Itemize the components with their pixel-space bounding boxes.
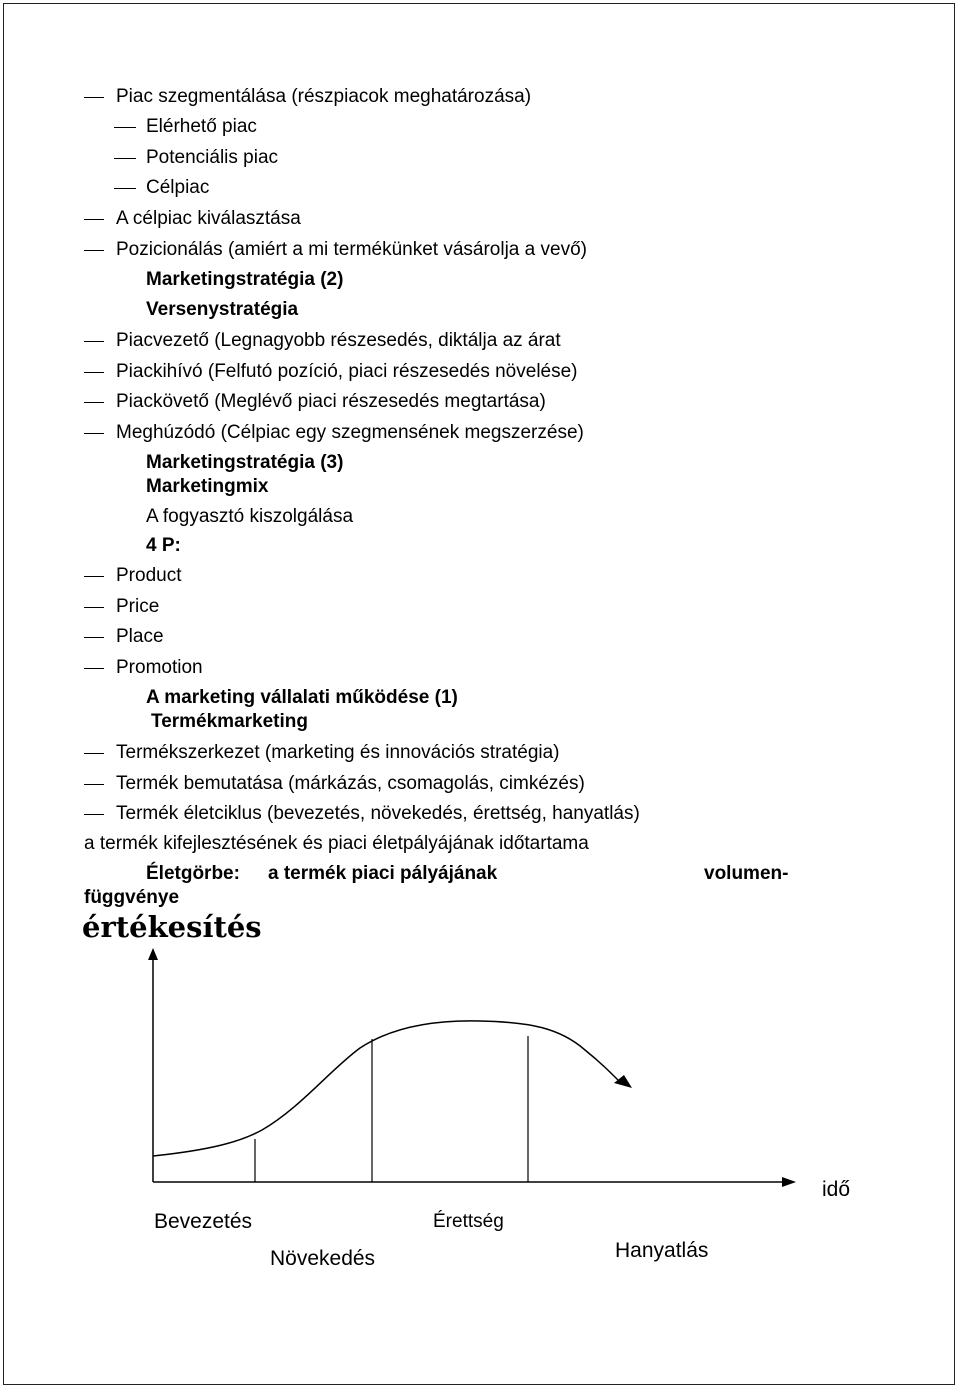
text-line-content: Termék életciklus (bevezetés, növekedés, érettség, hanyatlás)	[116, 803, 640, 824]
lifecycle-heading-function: függvénye	[84, 887, 180, 908]
text-line-content: Piackövető (Meglévő piaci részesedés megtartása)	[116, 391, 546, 412]
lifecycle-heading-text: a termék piaci pályájának	[268, 863, 498, 884]
text-line-content: Piac szegmentálása (részpiacok meghatározása)	[116, 86, 532, 107]
stage-label-intro: Bevezetés	[154, 1210, 253, 1233]
text-line-content: Place	[116, 626, 164, 647]
y-axis-label: értékesítés	[82, 910, 262, 944]
stage-label-maturity: Érettség	[433, 1211, 504, 1232]
lifecycle-heading-label: Életgörbe:	[146, 863, 240, 884]
text-line-content: Product	[116, 565, 182, 586]
text-line-content: A marketing vállalati működése (1)	[146, 687, 458, 708]
x-axis-arrowhead	[782, 1177, 796, 1187]
text-line-content: A célpiac kiválasztása	[116, 208, 301, 229]
lifecycle-curve	[153, 1021, 622, 1156]
y-axis-arrowhead	[148, 948, 158, 960]
text-line-content: Termékmarketing	[151, 711, 308, 732]
curve-arrowhead	[614, 1075, 632, 1088]
text-line-content: Meghúzódó (Célpiac egy szegmensének megszerzése)	[116, 422, 584, 443]
text-line-content: Piackihívó (Felfutó pozíció, piaci részesedés növelése)	[116, 361, 578, 382]
text-line-content: Promotion	[116, 657, 203, 678]
text-line-content: Pozicionálás (amiért a mi termékünket vásárolja a vevő)	[116, 239, 587, 260]
text-line-content: Versenystratégia	[146, 299, 299, 320]
stage-label-decline: Hanyatlás	[615, 1239, 709, 1262]
text-line-content: Marketingstratégia (2)	[146, 269, 344, 290]
text-line-content: Price	[116, 596, 160, 617]
text-line-content: Piacvezető (Legnagyobb részesedés, diktálja az árat	[116, 330, 561, 351]
text-line-content: Célpiac	[146, 177, 210, 198]
stage-label-growth: Növekedés	[270, 1247, 376, 1270]
text-line-content: 4 P:	[146, 535, 181, 556]
text-line-content: a termék kifejlesztésének és piaci életpályájának időtartama	[84, 833, 589, 854]
text-line-content: A fogyasztó kiszolgálása	[146, 506, 354, 527]
text-line-content: Potenciális piac	[146, 147, 279, 168]
text-line-content: Marketingstratégia (3)	[146, 452, 344, 473]
text-line-content: Elérhető piac	[146, 116, 257, 137]
lifecycle-heading-volume: volumen-	[704, 863, 789, 884]
text-line-content: Termékszerkezet (marketing és innovációs stratégia)	[116, 742, 560, 763]
text-line-content: Marketingmix	[146, 476, 269, 497]
x-axis-label: idő	[822, 1178, 851, 1201]
text-line-content: Termék bemutatása (márkázás, csomagolás, cimkézés)	[116, 773, 585, 794]
